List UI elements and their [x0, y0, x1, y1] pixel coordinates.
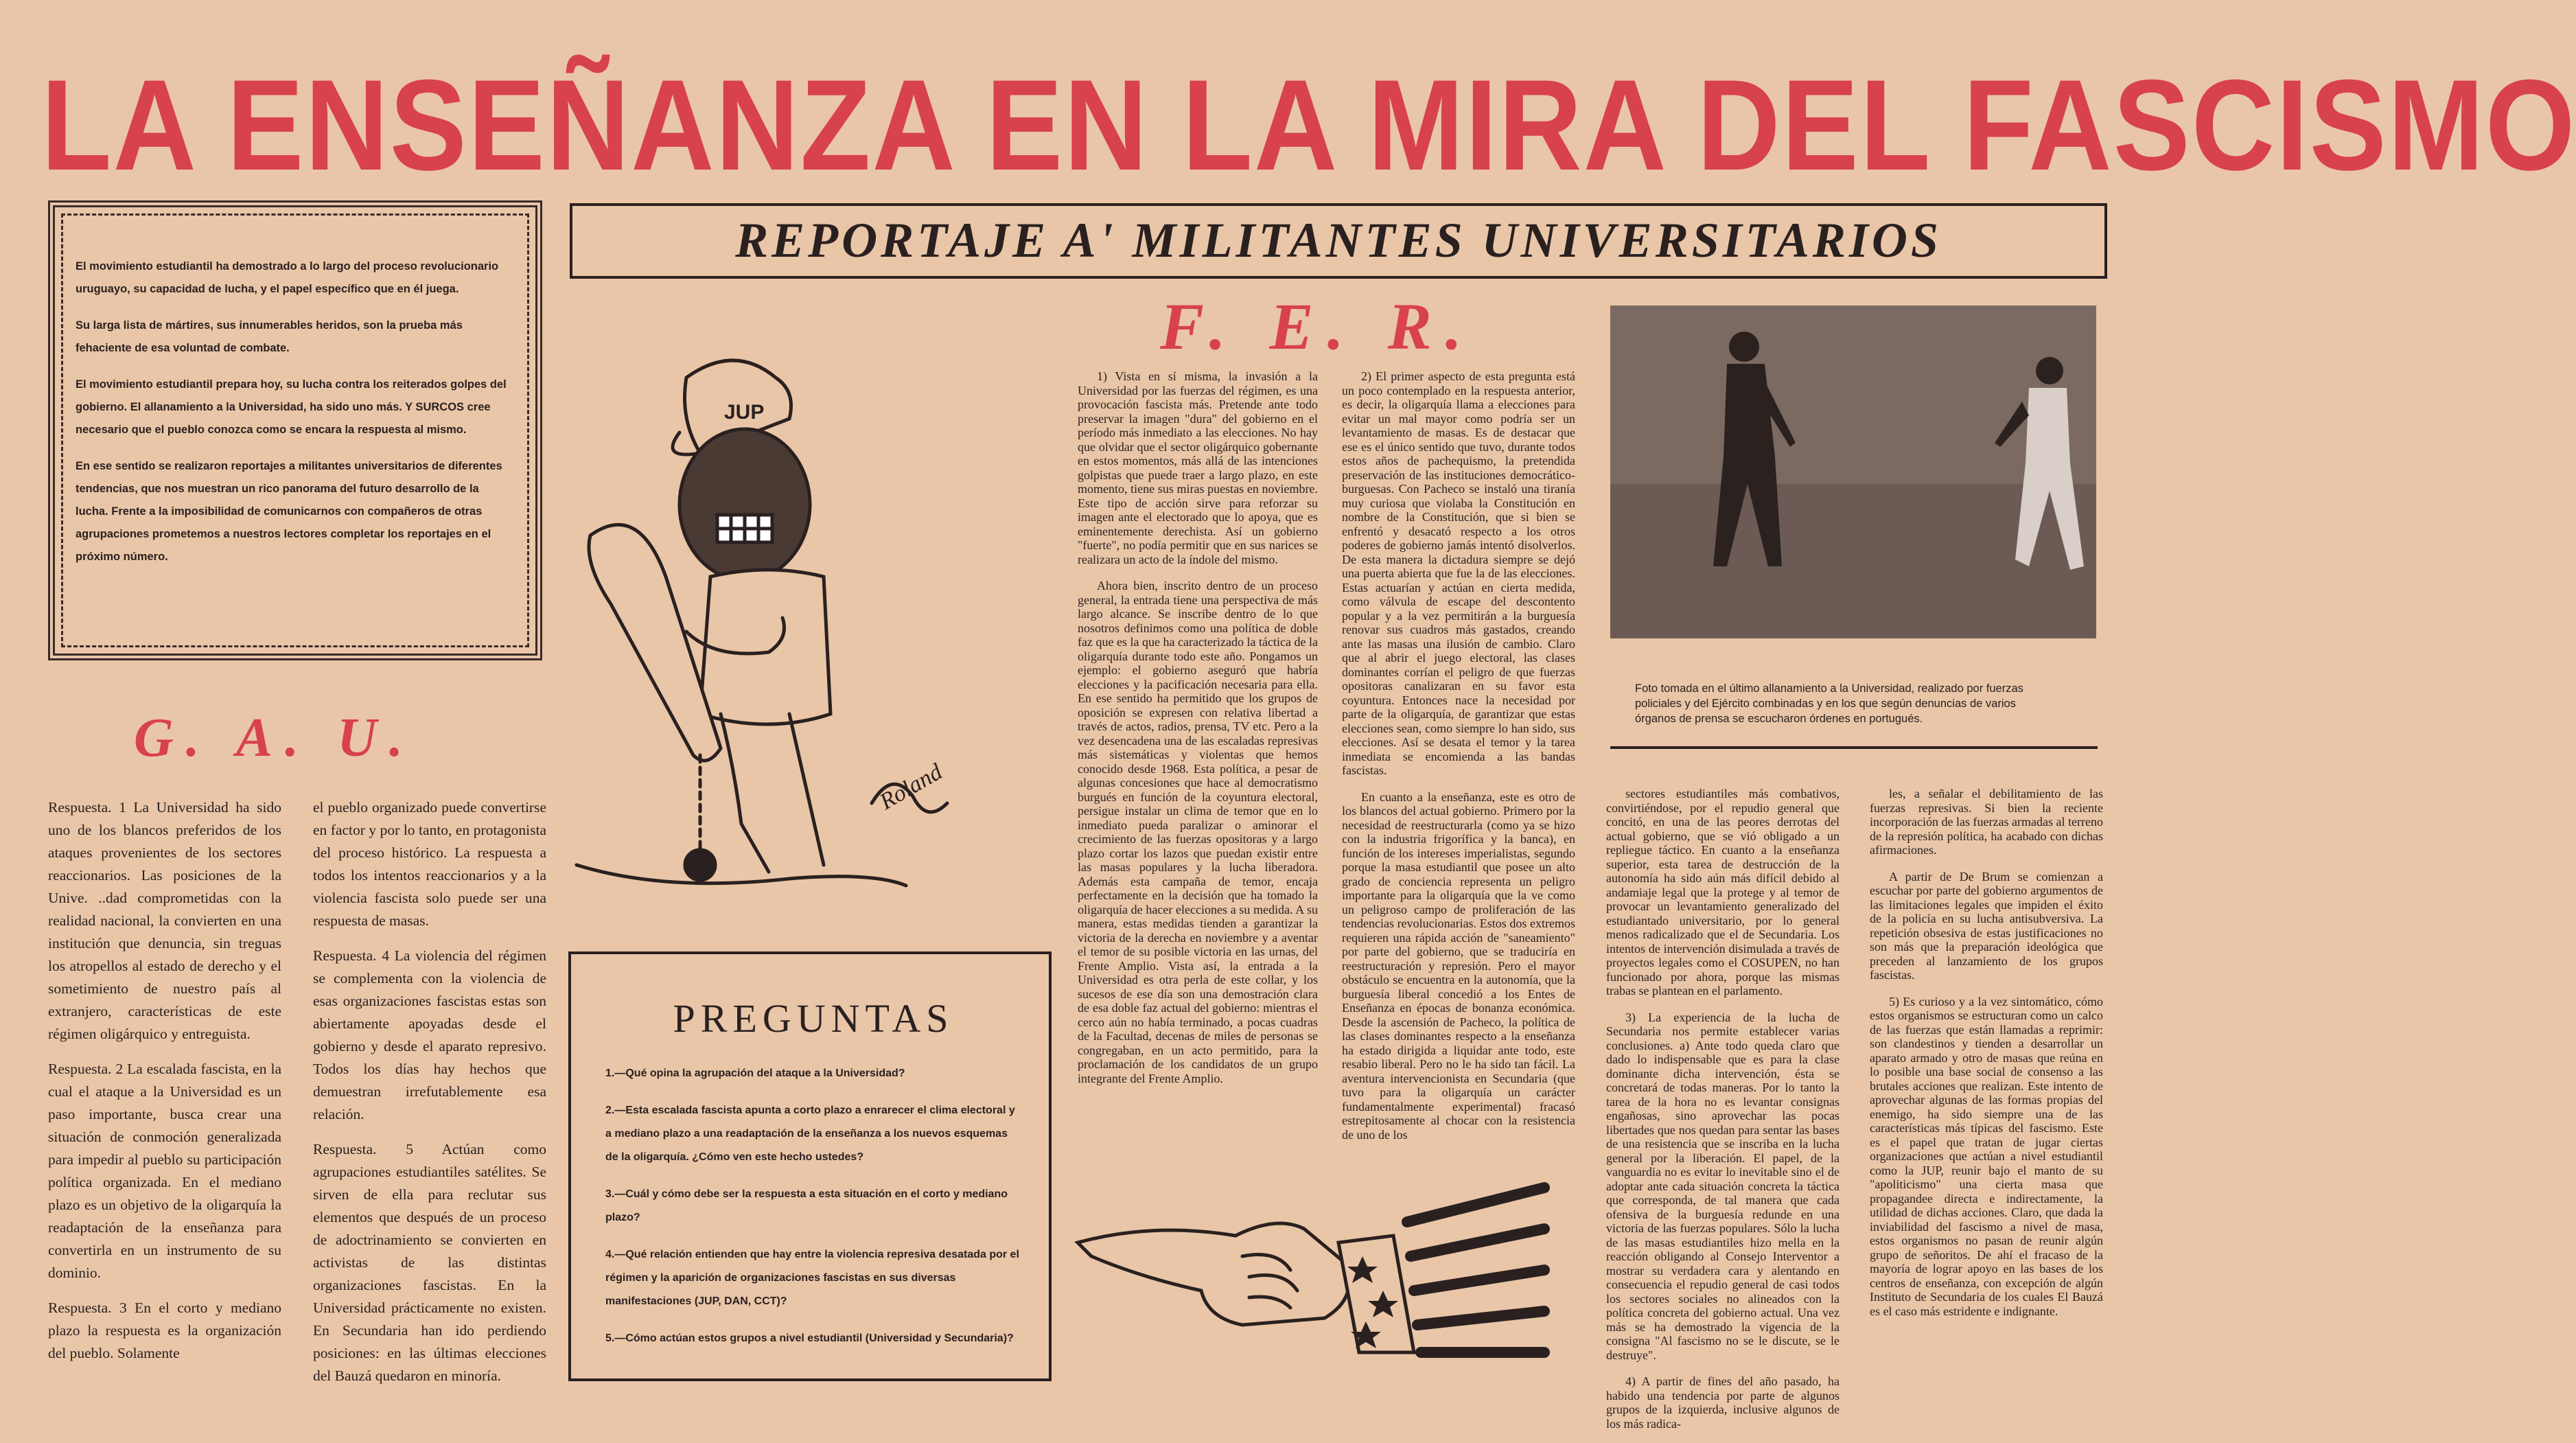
intro-paragraph: En ese sentido se realizaron reportajes a militantes universitarios de diferentes tendencias, que nos muestran un rico panorama del futuro desarrollo de la lucha. Frente a la imposibilidad de comunicarnos con compañeros de otras agrupaciones prometemos a nuestros lectores completar los reportajes en el próximo número. [76, 460, 502, 563]
intro-paragraph: Su larga lista de mártires, sus innumerables heridos, son la prueba más fehaciente de esa voluntad de combate. [76, 319, 463, 354]
gau-answer: Respuesta. 2 La escalada fascista, en la cual el ataque a la Universidad es un paso importante, busca crear una situación de conmoción generalizada para impedir al pueblo su participación política organizada. En el mediano plazo es un objetivo de la oligarquía la readaptación de la enseñanza para convertirla en un instrumento de su dominio. [48, 1061, 281, 1281]
headline: LA ENSEÑANZA EN LA MIRA DEL FASCISMO [41, 52, 2576, 198]
question-item: 2.—Esta escalada fascista apunta a corto plazo a enrarecer el clima electoral y a mediano plazo a una readaptación de la enseñanza a los nuevos esquemas de la oligarquía. ¿Cómo ven este hecho ustedes? [605, 1105, 1015, 1163]
fer-column-1 [1078, 369, 1318, 1098]
section-title-fer: F. E. R. [1160, 290, 1476, 363]
gau-column-2 [313, 796, 546, 1400]
gau-answer: Respuesta. 4 La violencia del régimen se complementa con la violencia de esas organizaciones fascistas estas son abiertamente apoyadas desde el gobierno y desde el aparato represivo. Todos los días hay hechos que demuestran irrefutablemente esa relación. [313, 947, 546, 1122]
photo-caption: Foto tomada en el último allanamiento a la Universidad, realizado por fuerzas policiales y del Ejército combinadas y en los que según denuncias de varios órganos de prensa se escucharon órdenes en portugués. [1635, 682, 2023, 725]
fer-paragraph: Ahora bien, inscrito dentro de un proceso general, la entrada tiene una perspectiva de más largo alcance. Se inscribe dentro de lo que nosotros definimos como una política de doble faz que es la que ha caracterizado la táctica de la oligarquía durante todo este año. Pongamos un ejemplo: el gobierno aseguró que habría elecciones y la pacificación necesaria para ella. En ese sentido ha permitido que los grupos de oposición se expresen con relativa libertad a través de actos, radios, prensa, TV etc. Pero a la vez desencadena una de las escaladas represivas más sistemáticas y violentas que hemos conocido desde 1968. Esta política, a pesar de algunas concesiones que hace al democratismo burgués en función de la coyuntura electoral, persigue instalar un clima de temor que en lo inmediato pueda paralizar o aminorar el crecimiento de las fuerzas opositoras y a largo plazo cortar los lazos que puedan existir entre las masas populares y la lucha liberadora. Además esta campaña de temor, encaja perfectamente en la decisión que ha tomado la oligarquía de hacer elecciones a su medida. A su manera, estas medidas tienden a garantizar la victoria de la derecha en noviembre y a aventar el temor de su posible victoria en las urnas, del Frente Amplio. Vista así, la entrada a la Universidad es otra perla de este collar, y los sucesos de ese día son una demostración clara de esa doble faz actual del gobierno: mientras el cerco aún no había terminado, a pocas cuadras de la Facultad, decenas de miles de personas se congregaban, en un acto permitido, para la proclamación de los candidatos de un grupo integrante del Frente Amplio. [1078, 579, 1318, 1085]
question-item: 4.—Qué relación entienden que hay entre la violencia represiva desatada por el régimen y la aparición de organizaciones fascistas en sus diversas manifestaciones (JUP, DAN, CCT)? [605, 1249, 1019, 1307]
questions-box [568, 951, 1052, 1381]
fer-paragraph: A partir de De Brum se comienzan a escuchar por parte del gobierno argumentos de las limitaciones legales que impiden el éxito de la policía en su lucha antisubversiva. La repetición obsesiva de estas justificaciones no son más que la preparación ideológica que preceden al lanzamiento de los grupos fascistas. [1870, 869, 2103, 982]
gau-answer: Respuesta. 3 En el corto y mediano plazo la respuesta es la organización del pueblo. Solamente [48, 1300, 281, 1361]
fer-paragraph: sectores estudiantiles más combativos, convirtiéndose, por el repudio general que concitó, en una de las peores derrotas del actual gobierno, que se vió obligado a un repliegue táctico. En cuanto a la enseñanza superior, esta tarea de destrucción de la autonomía ha sido aún más difícil debido al andamiaje legal que la protege y al temor de provocar un levantamiento generalizado del estudiantado universitario, por lo general menos radicalizado que el de Secundaria. Los intentos de intervención disimulada a través de proyectos legales como el COSUPEN, no han funcionado por ahora, porque las mismas trabas se plantean en el parlamento. [1606, 787, 1840, 997]
fer-column-3 [1606, 787, 1840, 1443]
pointing-hand-illustration [1071, 1181, 1551, 1387]
fer-paragraph: 4) A partir de fines del año pasado, ha habido una tendencia por parte de algunos grupos de la izquierda, inclusive algunos de los más radica- [1606, 1374, 1840, 1431]
subhead-banner: REPORTAJE A' MILITANTES UNIVERSITARIOS [570, 203, 2107, 279]
section-title-gau: G. A. U. [134, 708, 415, 768]
fer-column-2 [1342, 369, 1575, 1154]
fer-paragraph: 3) La experiencia de la lucha de Secundaria nos permite establecer varias conclusiones. a) Ante todo queda claro que dado lo indispensable que es para la clase dominante dicha intervención, ésta se concretará de todas maneras. Por lo tanto la tarea de la hora no es levantar consignas engañosas, sino aprovechar las pocas libertades que nos quedan para sentar las bases de una resistencia que se inscriba en la lucha general por la liberación. El papel, de la vanguardia no es evitar lo inevitable sino el de adoptar ante cada situación concreta la táctica que corresponda, de tal manera que cada ofensiva de la burguesía redunde en una victoria de las fuerzas populares. Sólo la lucha de las masas estudiantiles hizo mella en la reacción obligando al Consejo Interventor a mostrar su verdadera cara y alentando en consecuencia el repudio general de casi todos los sectores sociales no alineados con la política concreta del gobierno actual. Una vez más se ha demostrado la vigencia de la consigna "Al fascismo no se le discute, se le destruye". [1606, 1010, 1840, 1362]
photo-scene [1610, 305, 2096, 638]
intro-box [48, 200, 542, 660]
question-item: 5.—Cómo actúan estos grupos a nivel estudiantil (Universidad y Secundaria)? [605, 1332, 1014, 1344]
cartoon-illustration [563, 330, 1057, 920]
gau-answer: el pueblo organizado puede convertirse en factor y por lo tanto, en protagonista del proceso histórico. La respuesta a todos los intentos reaccionarios y a la violencia fascista solo puede ser una respuesta de masas. [313, 799, 546, 929]
gau-column-1 [48, 796, 281, 1377]
cartoon-cap-text: JUP [724, 401, 765, 424]
questions-title: PREGUNTAS [673, 996, 954, 1041]
gau-answer: Respuesta. 1 La Universidad ha sido uno de los blancos preferidos de los ataques provenientes de los sectores reaccionarios. Las posiciones de la Unive. ..dad comprometidas con la realidad nacional, la convierten en una institución que denuncia, sin treguas los atropellos al estado de derecho y el sometimiento de nuestro país al extranjero, características de este régimen oligárquico y entreguista. [48, 799, 281, 1042]
gau-answer: Respuesta. 5 Actúan como agrupaciones estudiantiles satélites. Se sirven de ella para reclutar sus elementos que después de un proceso de adoctrinamiento se convierten en activistas de las distintas organizaciones fascistas. En la Universidad prácticamente no existen. En Secundaria han ido perdiendo posiciones: en las últimas elecciones del Bauzá quedaron en minoría. [313, 1141, 546, 1384]
fer-paragraph: 2) El primer aspecto de esta pregunta está un poco contemplado en la respuesta anterior, es decir, la oligarquía llama a elecciones para evitar un mal mayor como podría ser un levantamiento de masas. Es de destacar que ese es el único sentido que tuvo, durante todos estos años de pachequismo, la pretendida preservación de las instituciones democrático-burguesas. Con Pacheco se instaló una tiranía muy curiosa que violaba la Constitución en nombre de la Constitución, que si bien se enfrentó y desacató respecto a los otros poderes de gobierno jamás intentó disolverlos. De esta manera la dictadura siempre se dejó una puerta abierta que fue la de las elecciones. Estas actuarían y actúan en cierta medida, como válvula de escape del descontento popular y a la vez permitirán a la burguesía renovar sus cuadros más gastados, creando ante las masas una ilusión de cambio. Claro que al abrir el juego electoral, las clases dominantes corrían el peligro de que fuerzas opositoras canalizaran en su favor esta coyuntura. Entonces nace la necesidad por parte de la oligarquía, de garantizar que estas elecciones sean, como siempre lo han sido, sus elecciones. Así se desata el temor y la tarea inmediata se encomienda a las bandas fascistas. [1342, 369, 1575, 777]
intro-paragraph: El movimiento estudiantil ha demostrado a lo largo del proceso revolucionario uruguayo, su capacidad de lucha, y el papel específico que en él juega. [76, 260, 499, 295]
divider [1610, 746, 2098, 749]
question-item: 1.—Qué opina la agrupación del ataque a la Universidad? [605, 1067, 905, 1079]
fer-paragraph: 1) Vista en sí misma, la invasión a la Universidad por las fuerzas del régimen, es una provocación fascista más. Pretende ante todo preservar la imagen "dura" del gobierno en el período más inmediato a las elecciones. No hay que olvidar que el sector oligárquico gobernante en estos momentos, más allá de las intenciones golpistas que puede traer a largo plazo, en este momento, tiene sus miras puestas en noviembre. Este tipo de acción sirve para reforzar su imagen ante el electorado que lo apoya, que es eminentemente derechista. Así un gobierno "fuerte", no podía permitir que en sus narices se realizara un acto de la índole del mismo. [1078, 369, 1318, 566]
fer-paragraph: 5) Es curioso y a la vez sintomático, cómo estos organismos se estructuran como un calco de las fuerzas que están llamadas a reprimir: son clandestinos y tienden a desarrollar un aparato armado y otro de masas que reúna en lo posible una base social de consenso a las brutales acciones que realizan. Este intento de aprovechar algunas de las formas propias del enemigo, ha sido siempre una de las características más típicas del fascismo. Este es el papel que tratan de jugar ciertas organizaciones que actúan a nivel estudiantil como la JUP, reunir bajo el manto de su "apoliticismo" una cierta masa que propagandee directa e indirectamente, la utilidad de dichas acciones. Claro, que dada la inviabilidad del fascismo a nivel de masa, estos organismos no pasan de reunir algún grupo de señoritos. De ahí el fracaso de la mayoría de lograr apoyo en las bases de los centros de enseñanza, con excepción de algún Instituto de Secundaria de los cuales El Bauzá es el caso más estridente e indignante. [1870, 994, 2103, 1318]
fer-column-4 [1870, 787, 2103, 1330]
intro-paragraph: El movimiento estudiantil prepara hoy, su lucha contra los reiterados golpes del gobierno. El allanamiento a la Universidad, ha sido uno más. Y SURCOS cree necesario que el pueblo conozca como se encara la respuesta al mismo. [76, 378, 507, 436]
cartoon-signature: Roland [875, 759, 947, 815]
question-item: 3.—Cuál y cómo debe ser la respuesta a esta situación en el corto y mediano plazo? [605, 1188, 1008, 1223]
fer-paragraph: les, a señalar el debilitamiento de las fuerzas represivas. Si bien la reciente incorporación de las fuerzas armadas al terreno de la represión política, ha acabado con dichas afirmaciones. [1870, 787, 2103, 857]
news-photo [1610, 305, 2096, 638]
fer-paragraph: En cuanto a la enseñanza, este es otro de los blancos del actual gobierno. Primero por la necesidad de reestructurarla (como ya se hizo con la industria frigorífica y la banca), en función de los intereses imperialistas, segundo porque la masa estudiantil que posee un alto grado de conciencia representa un peligro importante para la oligarquía que la ve como un peligroso campo de proliferación de las tendencias revolucionarias. Estos dos extremos requieren una rápida acción de "saneamiento" por parte del gobierno, que se traduciría en reestructuración y represión. Pero el mayor obstáculo se encuentra en la autonomía, que la burguesía liberal concedió a los Entes de Enseñanza en épocas de bonanza económica. Desde la ascensión de Pacheco, la política de las clases dominantes respecto a la enseñanza ha estado dirigida a liquidar ante todo, este resabio liberal. Pero no le ha sido tan fácil. La aventura intervencionista en Secundaria (que tuvo para la oligarquía un carácter fundamentalmente experimental) fracasó estrepitosamente al chocar con la resistencia de uno de los [1342, 789, 1575, 1142]
